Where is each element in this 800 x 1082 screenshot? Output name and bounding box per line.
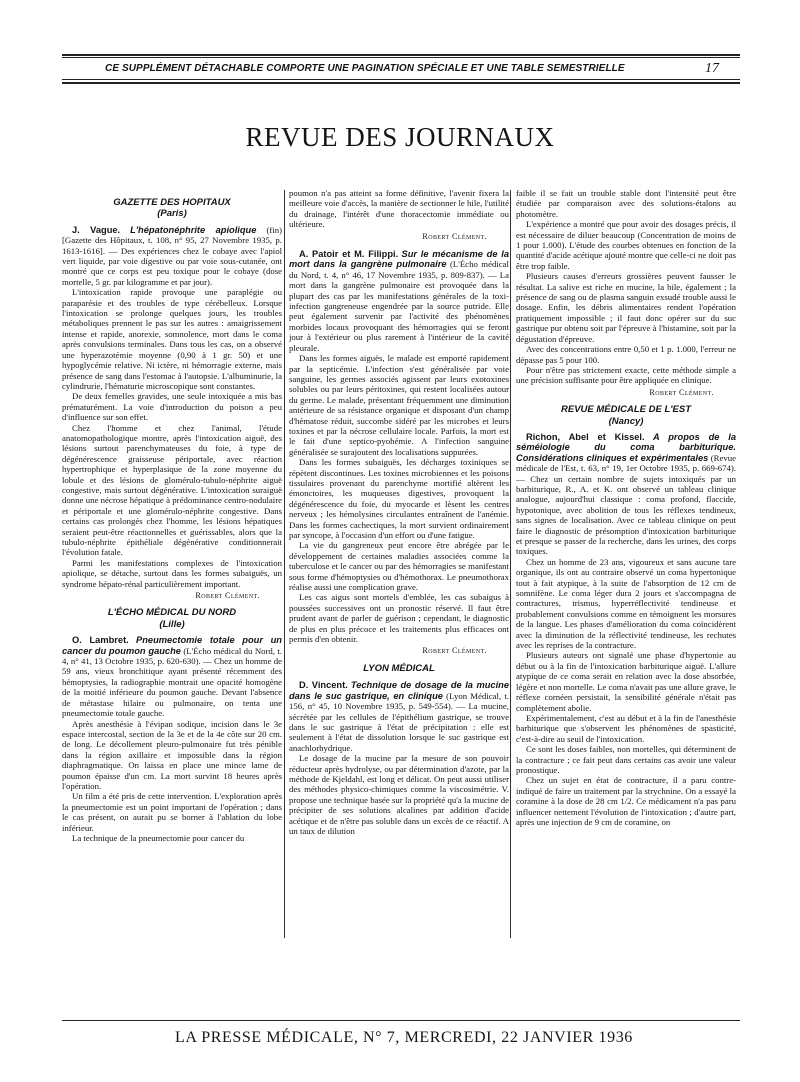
journal-heading: REVUE MÉDICALE DE L'EST — [561, 404, 691, 416]
article-lead — [62, 225, 282, 287]
paragraph: Plusieurs causes d'erreurs grossières peuvent fausser le résultat. La salive est riche en mucine, la bile, également ; la présence de sang ou de plasma sanguin exsudé trouble aussi le dosage. Enfin, les débris alimentaires rendent l'opération pratiquement impossible ; il faut donc opérer sur du suc gastrique pur obtenu soit par l'épreuve à l'histamine, soit par la dégustation d'épreuve. — [516, 271, 736, 344]
page-footer: LA PRESSE MÉDICALE, N° 7, MERCREDI, 22 JANVIER 1936 — [175, 1029, 633, 1046]
page-number: 17 — [705, 61, 719, 76]
header-rule-top-thin — [62, 57, 740, 58]
paragraph: De deux femelles gravides, une seule intoxiquée a mis bas prématurément. La voie d'introduction du poison a peu d'influence sur son effet. — [62, 391, 282, 423]
article-lead — [289, 249, 509, 353]
article-author: J. Vague. — [72, 224, 121, 235]
paragraph: Chez l'homme et chez l'animal, l'étude anatomopathologique montre, après l'intoxication aiguë, des lésions surtout parenchymateuses du foie, à type de dégénérescence graisseuse périportale, avec réaction hypertrophique et hyperplasique de la zone moyenne du lobule et des lésions de glomérulo-tubulo-néphrite aiguë congestive, mais surtout dégénérative. L'intoxication suraiguë donne une nécrose hépatique à prédominance centro-nodulaire et périportale et une glomérulo-néphrite congestive. Dans certains cas prolongés chez l'homme, les lésions hépatiques seraient peut-être réactionnelles et guérissables, alors que la tubulo-néphrite épithéliale dégénérative conditionnerait l'évolution fatale. — [62, 422, 282, 558]
footer-rule — [62, 1020, 740, 1021]
paragraph: poumon n'a pas atteint sa forme définitive, l'avenir fixera la meilleure voie d'accès, la manière de sectionner le hile, l'utilité du drainage, l'intérêt d'une thoracectomie immédiate ou ultérieure. — [289, 188, 509, 230]
paragraph: Pour n'être pas strictement exacte, cette méthode simple a une précision suffisante pour être appliquée en clinique. — [516, 364, 736, 386]
paragraph: Chez un homme de 23 ans, vigoureux et sans aucune tare organique, ils ont au contraire observé un coma hypertonique tout à fait atypique, à la suite de l'absorption de 12 cm de somnifène. Le coma léger dura 2 jours et s'accompagna de contractures, trismus, hyperréflectivité tendineuse et probablement convulsions comme en témoignent les morsures de la langue. Les phases d'amélioration du coma coïncidèrent avec la diminution de la réflectivité tendineuse, les rechutes avec les reprises de la contracture. — [516, 556, 736, 651]
paragraph: Expérimentalement, c'est au début et à la fin de l'anesthésie barbiturique que s'observent les phénomènes de spasticité, c'est-à-dire au seuil de l'intoxication. — [516, 712, 736, 744]
paragraph: Les cas aigus sont mortels d'emblée, les cas subaigus à poussées successives ont un pronostic réservé. Il faut être prudent avant de parler de guérison ; cependant, le diagnostic de plus en plus précoce et les traitements plus efficaces ont permis d'en obtenir. — [289, 592, 509, 645]
article-title: Technique de dosage de la mucine dans le suc gastrique, en clinique — [289, 680, 509, 701]
paragraph: Chez un sujet en état de contracture, il a paru contre-indiqué de faire un traitement par la strychnine. On a essayé la coramine à la dose de 28 cm 1/2. Ce médicament n'a pas paru influencer nettement l'évolution de l'intoxication ; d'autre part, après une injection de 9 cm de coramine, on — [516, 775, 736, 827]
header-rule-bottom-thick — [62, 82, 740, 84]
article-title: Pneumectomie totale pour un cancer du poumon gauche — [62, 635, 282, 656]
article-author: A. Patoir et M. Filippi. — [299, 249, 399, 260]
column-divider-left — [284, 190, 285, 938]
article-signature: Robert Clément. — [422, 231, 487, 241]
paragraph: faible il se fait un trouble stable dont l'intensité peut être étudiée par comparaison avec des solutions-étalons au photomètre. — [516, 188, 736, 219]
article-reference: (L'Écho médical du Nord, t. 4, n° 41, 13 Octobre 1935, p. 620-630). — Chez un homme de 59 ans, vieux bronchitique ayant présenté récemment des hémoptysies, la radiographie montrait une opacité homogène de la moitié inférieure du poumon gauche. Devant l'absence de métastase hilaire ou pulmonaire, on tenta une pneumectomie totale gauche. — [62, 645, 282, 719]
paragraph: La vie du gangreneux peut encore être abrégée par le développement de certaines maladies associées comme la tuberculose et le cancer ou par des hémorragies se manifestant sous forme d'hémoptysies ou d'hémothorax. Le pneumothorax réalise aussi une complication grave. — [289, 540, 509, 593]
paragraph: Dans les formes subaiguës, les décharges toxiniques se répètent discontinues. Les toxines microbiennes et les poisons tissulaires provenant du parenchyme mortifié altèrent les émonctoires, les muqueuses digestives, provoquent la dégénérescence du foie, du myocarde et lèsent les centres nerveux ; les hémolysines circulantes entraînent de l'anémie. Dans les formes cachectiques, la mort survient ordinairement par syncope, à l'occasion d'un effort ou d'une fatigue. — [289, 457, 509, 540]
paragraph: Après anesthésie à l'évipan sodique, incision dans le 3e espace intercostal, section de la 3e et de la 4e côte sur 20 cm. de long. Le décollement pleuro-pulmonaire fut très pénible dans la région axillaire et impossible dans la région diaphragmatique. On laissa en place une mince lame de poumon épaisse d'un cm. La mort survint 18 heures après l'opération. — [62, 718, 282, 791]
article-author: Richon, Abel et Kissel. — [526, 431, 645, 442]
article-author: O. Lambret. — [72, 635, 129, 646]
paragraph: Parmi les manifestations complexes de l'intoxication apiolique, se détache, surtout dans les formes subaiguës, un syndrome hépato-rénal particulièrement important. — [62, 557, 282, 589]
article-lead — [289, 680, 509, 753]
article-reference: (Lyon Médical, t. 156, n° 45, 10 Novembre 1935, p. 549-554). — La mucine, sécrétée par les cellules de l'épithélium gastrique, se trouve dans le suc gastrique à l'état de précipitation : elle est seulement à l'état de dissolution lorsque le suc gastrique est anachlorhydrique. — [289, 690, 509, 753]
column-middle — [289, 188, 509, 938]
article-signature: Robert Clément. — [649, 387, 714, 397]
paragraph: Plusieurs auteurs ont signalé une phase d'hypertonie au début ou à la fin de l'intoxication barbiturique aiguë. L'allure atypique de ce coma serait en relation avec la dose absorbée, légère et non mortelle. Le coma n'avait pas une allure grave, le réflexe cornéen persistait, la sensibilité générale n'était pas complètement abolie. — [516, 650, 736, 713]
header-rule-top-thick — [62, 54, 740, 56]
column-left — [62, 188, 282, 938]
article-reference: (Revue médicale de l'Est, t. 63, n° 19, 1er Octobre 1935, p. 669-674). — Chez un certain nombre de sujets intoxiqués par un barbiturique, R., A. et K. ont observé un tableau clinique analogue, aujourd'hui classique : coma profond, flaccide, hypotonique, avec abolition de tous les réflexes tendineux, sans signes de localisation. Avec ce tableau clinique on peut faire le diagnostic de présomption d'intoxication barbiturique et presque se passer de la recherche, dans les urines, des corps toxiques. — [516, 452, 736, 557]
article-signature: Robert Clément. — [195, 591, 260, 601]
journal-location: (Paris) — [157, 208, 187, 220]
journal-location: (Lille) — [159, 618, 185, 630]
article-lead — [62, 635, 282, 718]
paragraph: Ce sont les doses faibles, non mortelles, qui déterminent de la contracture ; ce fait peut dans certains cas avoir une valeur pronostique. — [516, 744, 736, 775]
article-title: A propos de la séméiologie du coma barbiturique. Considérations cliniques et expérimentales — [516, 431, 736, 463]
paragraph: La technique de la pneumectomie pour cancer du — [72, 832, 245, 843]
journal-heading: GAZETTE DES HOPITAUX — [113, 197, 231, 208]
article-signature: Robert Clément. — [422, 646, 487, 656]
paragraph: L'intoxication rapide provoque une paraplégie ou paraparésie et des troubles de type cérébelleux. Lorsque l'intoxication se prolonge quelques jours, les troubles métaboliques prennent le pas sur les autres : amaigrissement intense et rapide, anorexie, somnolence, mort dans le coma après convulsions terminales. Dans tous les cas, on a observé une hyperazotémie moyenne (0,90 à 1 gr. 50) et une hypoglycémie relative. Ni ictère, ni hémorragie externe, mais présence de sang dans l'estomac à l'autopsie. L'albuminurie, la cylindrurie, l'hématurie microscopique sont constantes. — [62, 287, 282, 391]
column-divider-right — [510, 190, 511, 938]
article-title: Sur le mécanisme de la mort dans la gangrène pulmonaire — [289, 249, 509, 270]
journal-location: (Nancy) — [608, 415, 644, 427]
page-title: REVUE DES JOURNAUX — [245, 122, 555, 152]
paragraph: Avec des concentrations entre 0,50 et 1 p. 1.000, l'erreur ne dépasse pas 5 pour 100. — [516, 344, 736, 365]
article-title: L'hépatonéphrite apiolique — [130, 224, 257, 235]
article-lead — [516, 432, 736, 557]
journal-heading: L'ÉCHO MÉDICAL DU NORD — [107, 607, 237, 619]
paragraph: L'expérience a montré que pour avoir des dosages précis, il est nécessaire de diluer beaucoup (Concentration de moins de 1 pour 1.000). L'étude des courbes obtenues en fonction de la quantité d'acide acétique ajouté montre que celle-ci ne doit pas être trop faible. — [516, 219, 736, 271]
article-reference: (fin) [Gazette des Hôpitaux, t. 108, n° 95, 27 Novembre 1935, p. 1613-1616]. — Des expériences chez le cobaye avec l'apiol vert liquide, par voie digestive ou par voie sous-cutanée, ont montré que ce corps est peu toxique pour le cobaye (dose mortelle, 5 gr. par kilogramme et par jour). — [62, 224, 282, 287]
supplement-banner: CE SUPPLÉMENT DÉTACHABLE COMPORTE UNE PAGINATION SPÉCIALE ET UNE TABLE SEMESTRIELLE — [105, 63, 625, 74]
column-right — [516, 188, 736, 938]
article-author: D. Vincent. — [299, 680, 348, 691]
paragraph: Le dosage de la mucine par la mesure de son pouvoir réducteur après hydrolyse, ou par détermination d'azote, par la méthode de Kjeldahl, est long et délicat. On peut aussi utiliser des méthodes physico-chimiques comme la viscosimétrie. V. propose une technique basée sur la propriété qu'a la mucine de précipiter de ses solutions alcalines par addition d'acide acétique et de n'être pas soluble dans un excès de ce réactif. A un taux de dilution — [289, 753, 509, 836]
paragraph: Dans les formes aiguës, le malade est emporté rapidement par la septicémie. L'infection s'est généralisée par voie sanguine, les germes associés agissent par leurs exotoxines solubles ou par leurs péritoxines, qui restent localisées autour du germe. Le malade, présentant fréquemment une diminution antérieure de sa résistance organique et disposant d'un champ d'hématose réduit, succombe sidéré par les microbes et leurs toxines et par la nécrose cellulaire locale. Parfois, la mort est le fait d'une septico-pyohémie. A l'infection sanguine généralisée se surajoutent des localisations suppurées. — [289, 353, 509, 457]
article-reference: (L'Écho médical du Nord, t. 4, n° 46, 17 Novembre 1935, p. 809-837). — La mort dans la gangrène pulmonaire est provoquée dans la plupart des cas par les manifestations générales de la toxi-infection gangreneuse engendrée par la source putride. Elle peut également survenir par l'activité des phénomènes morbides locaux provoquant des hémorragies qui se feront jour à l'extérieur ou plus rarement à l'intérieur de la cavité pleurale. — [289, 259, 509, 353]
journal-heading: LYON MÉDICAL — [363, 662, 435, 674]
header-rule-bottom-thin — [62, 79, 740, 80]
paragraph: Un film a été pris de cette intervention. L'exploration après la pneumectomie est un point important de l'opération ; dans le cas présent, on aurait pu se borner à l'ablation du lobe inférieur. — [62, 791, 282, 833]
